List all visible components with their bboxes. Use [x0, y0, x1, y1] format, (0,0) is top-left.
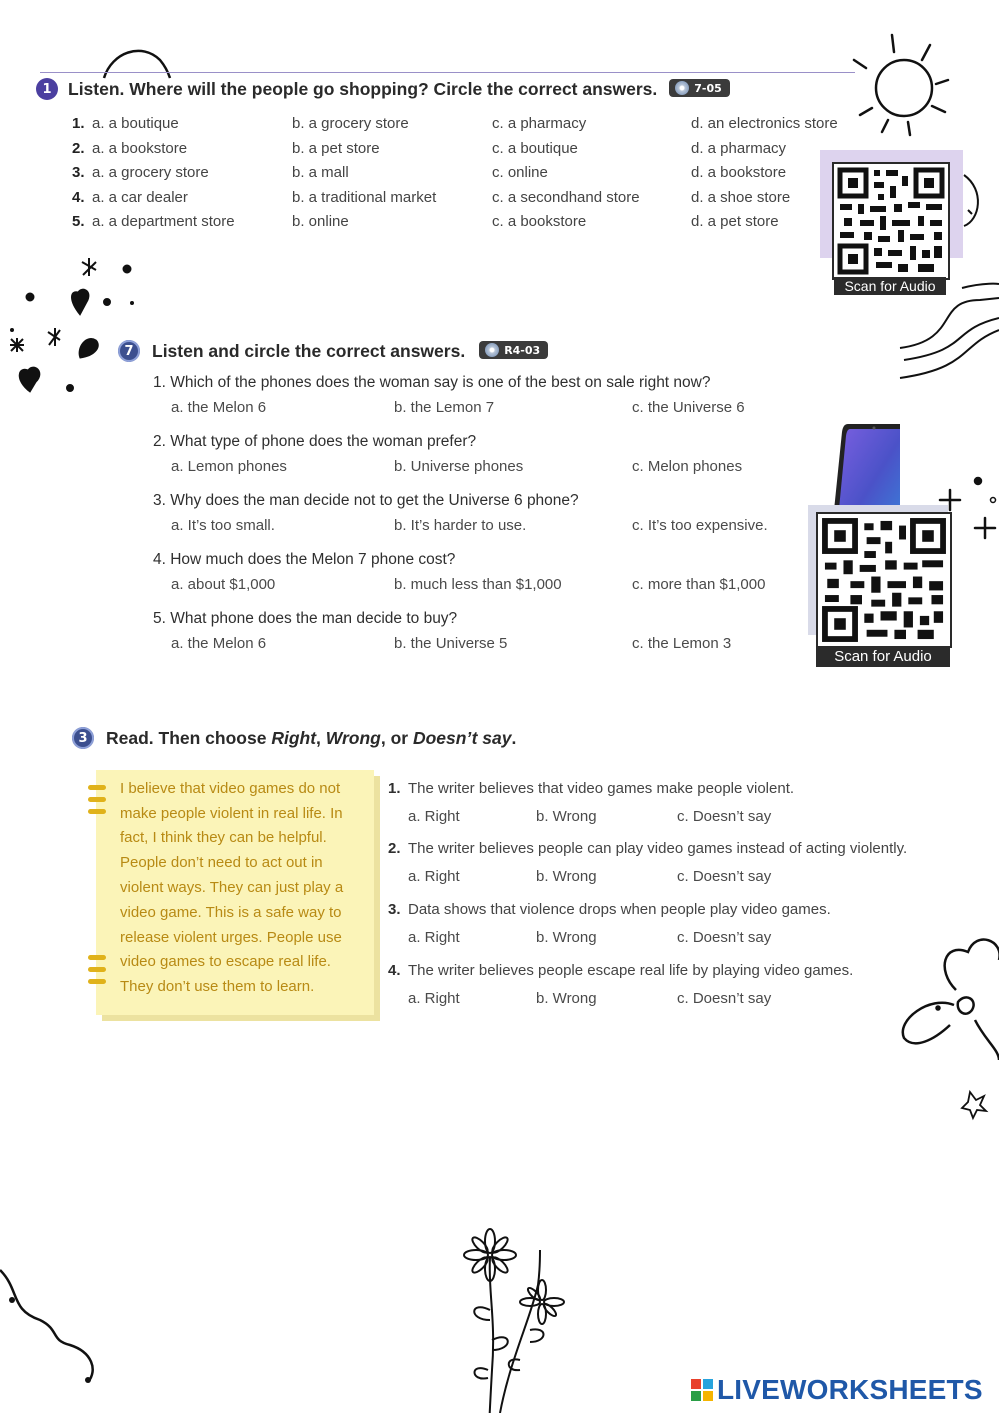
answer-option[interactable]: b. online: [292, 213, 349, 230]
passage-line: People don’t need to act out in: [120, 854, 323, 871]
question-text: 1. Which of the phones does the woman say is one of the best on sale right now?: [153, 374, 711, 391]
section7-title: Listen and circle the correct answers.: [152, 340, 466, 361]
answer-option[interactable]: a. Lemon phones: [171, 458, 287, 475]
answer-option[interactable]: b. Wrong: [536, 990, 597, 1007]
section3-header: [72, 727, 516, 749]
question-text: 3. Why does the man decide not to get the Universe 6 phone?: [153, 492, 579, 509]
answer-option[interactable]: a. a car dealer: [92, 189, 188, 206]
answer-option[interactable]: c. a pharmacy: [492, 115, 587, 132]
row-number: 4.: [72, 189, 85, 206]
row-number: 3.: [72, 164, 85, 181]
answer-option[interactable]: c. Doesn’t say: [677, 808, 772, 825]
answer-option[interactable]: b. It’s harder to use.: [394, 517, 527, 534]
section1-track-badge: [669, 79, 730, 97]
section7-track-badge: [479, 341, 548, 359]
answer-option[interactable]: b. a pet store: [292, 140, 380, 157]
answer-option[interactable]: b. a traditional market: [292, 189, 437, 206]
qr-code-audio-2[interactable]: [816, 512, 952, 648]
answer-option[interactable]: a. a boutique: [92, 115, 179, 132]
answer-option[interactable]: a. a department store: [92, 213, 235, 230]
answer-option[interactable]: a. Right: [408, 868, 460, 885]
section3-number-badge: 3: [72, 727, 94, 749]
section1-header-rule: [40, 72, 855, 73]
answer-option[interactable]: b. much less than $1,000: [394, 576, 562, 593]
note-marker: [88, 809, 106, 814]
sun-doodle-icon: [854, 35, 948, 135]
answer-option[interactable]: d. a pharmacy: [691, 140, 787, 157]
section3-title: [106, 728, 516, 749]
section7-track-number: R4-03: [504, 343, 541, 357]
question-number: 3.: [388, 901, 401, 918]
answer-option[interactable]: c. the Lemon 3: [632, 635, 732, 652]
audio-disc-icon: [675, 81, 689, 95]
answer-option[interactable]: b. Universe phones: [394, 458, 524, 475]
answer-option[interactable]: c. online: [492, 164, 548, 181]
row-number: 5.: [72, 213, 85, 230]
answer-option[interactable]: d. a pet store: [691, 213, 779, 230]
stem-flowers-doodle: [464, 1229, 564, 1413]
answer-option[interactable]: b. Wrong: [536, 868, 597, 885]
logo-mark-icon: [690, 1378, 714, 1402]
answer-option[interactable]: a. a grocery store: [92, 164, 209, 181]
answer-option[interactable]: b. Wrong: [536, 929, 597, 946]
answer-option[interactable]: b. a mall: [292, 164, 349, 181]
answer-option[interactable]: c. a bookstore: [492, 213, 587, 230]
note-marker: [88, 979, 106, 984]
question-number: 2.: [388, 840, 401, 857]
answer-option[interactable]: a. It’s too small.: [171, 517, 275, 534]
answer-option[interactable]: a. the Melon 6: [171, 399, 267, 416]
brand-name: LIVEWORKSHEETS: [717, 1374, 983, 1405]
question-text: The writer believes people can play video games instead of acting violently.: [408, 840, 908, 857]
answer-option[interactable]: c. Melon phones: [632, 458, 743, 475]
passage-line: I believe that video games do not: [120, 780, 341, 797]
answer-option[interactable]: b. a grocery store: [292, 115, 409, 132]
bottom-arc-doodle: [0, 1270, 93, 1382]
answer-option[interactable]: b. the Lemon 7: [394, 399, 495, 416]
answer-option[interactable]: b. Wrong: [536, 808, 597, 825]
flower-doodle: [903, 940, 999, 1118]
answer-option[interactable]: c. Doesn’t say: [677, 929, 772, 946]
section1-number-badge: 1: [36, 78, 58, 100]
question-text: 4. How much does the Melon 7 phone cost?: [153, 551, 456, 568]
title-right: Right: [271, 727, 317, 748]
answer-option[interactable]: a. the Melon 6: [171, 635, 267, 652]
qr-code-audio-1[interactable]: [832, 162, 950, 280]
answer-option[interactable]: c. a secondhand store: [492, 189, 640, 206]
title-sep: ,: [316, 727, 326, 748]
section1-header: [36, 78, 730, 100]
answer-option[interactable]: c. the Universe 6: [632, 399, 745, 416]
qr-code-icon: [834, 164, 948, 278]
section7-number-badge: 7: [118, 340, 140, 362]
passage-line: They don’t use them to learn.: [120, 978, 315, 995]
answer-option[interactable]: d. a bookstore: [691, 164, 787, 181]
answer-option[interactable]: b. the Universe 5: [394, 635, 508, 652]
qr-scan-label-2: Scan for Audio: [816, 646, 950, 667]
hearts-stars-doodle: [10, 258, 134, 392]
note-marker: [88, 797, 106, 802]
liveworksheets-logo: [690, 1374, 983, 1406]
title-end: .: [511, 727, 517, 748]
answer-option[interactable]: a. Right: [408, 808, 460, 825]
qr-scan-label-1: Scan for Audio: [834, 277, 946, 295]
passage-line: release violent urges. People use: [120, 929, 342, 946]
passage-line: fact, I think they can be helpful.: [120, 829, 327, 846]
question-text: 5. What phone does the man decide to buy?: [153, 610, 458, 627]
question-number: 1.: [388, 780, 401, 797]
question-text: The writer believes people escape real life by playing video games.: [408, 962, 854, 979]
answer-option[interactable]: d. a shoe store: [691, 189, 791, 206]
answer-option[interactable]: c. more than $1,000: [632, 576, 766, 593]
arc-doodle: [104, 51, 170, 78]
question-text: The writer believes that video games make people violent.: [408, 780, 795, 797]
title-wrong: Wrong: [325, 727, 381, 748]
passage-line: violent ways. They can just play a: [120, 879, 344, 896]
passage-line: video game. This is a safe way to: [120, 904, 342, 921]
qr-code-icon: [818, 514, 950, 646]
question-number: 4.: [388, 962, 401, 979]
question-text: 2. What type of phone does the woman prefer?: [153, 433, 477, 450]
answer-option[interactable]: c. a boutique: [492, 140, 578, 157]
passage-line: video games to escape real life.: [120, 953, 331, 970]
section1-title: Listen. Where will the people go shopping? Circle the correct answers.: [68, 78, 658, 99]
audio-disc-icon: [485, 343, 499, 357]
answer-option[interactable]: c. Doesn’t say: [677, 990, 772, 1007]
question-text: Data shows that violence drops when people play video games.: [408, 901, 831, 918]
title-sep: , or: [380, 727, 413, 748]
row-number: 2.: [72, 140, 85, 157]
note-marker: [88, 955, 106, 960]
section1-track-number: 7-05: [694, 81, 722, 95]
answer-option[interactable]: c. It’s too expensive.: [632, 517, 768, 534]
answer-option[interactable]: a. a bookstore: [92, 140, 188, 157]
title-text: Read. Then choose: [106, 727, 272, 748]
answer-option[interactable]: c. Doesn’t say: [677, 868, 772, 885]
answer-option[interactable]: a. Right: [408, 990, 460, 1007]
note-marker: [88, 967, 106, 972]
row-number: 1.: [72, 115, 85, 132]
section7-header: [118, 340, 548, 362]
note-marker: [88, 785, 106, 790]
answer-option[interactable]: d. an electronics store: [691, 115, 838, 132]
answer-option[interactable]: a. about $1,000: [171, 576, 276, 593]
title-doesnt-say: Doesn’t say: [412, 727, 512, 748]
answer-option[interactable]: a. Right: [408, 929, 460, 946]
passage-line: make people violent in real life. In: [120, 805, 343, 822]
